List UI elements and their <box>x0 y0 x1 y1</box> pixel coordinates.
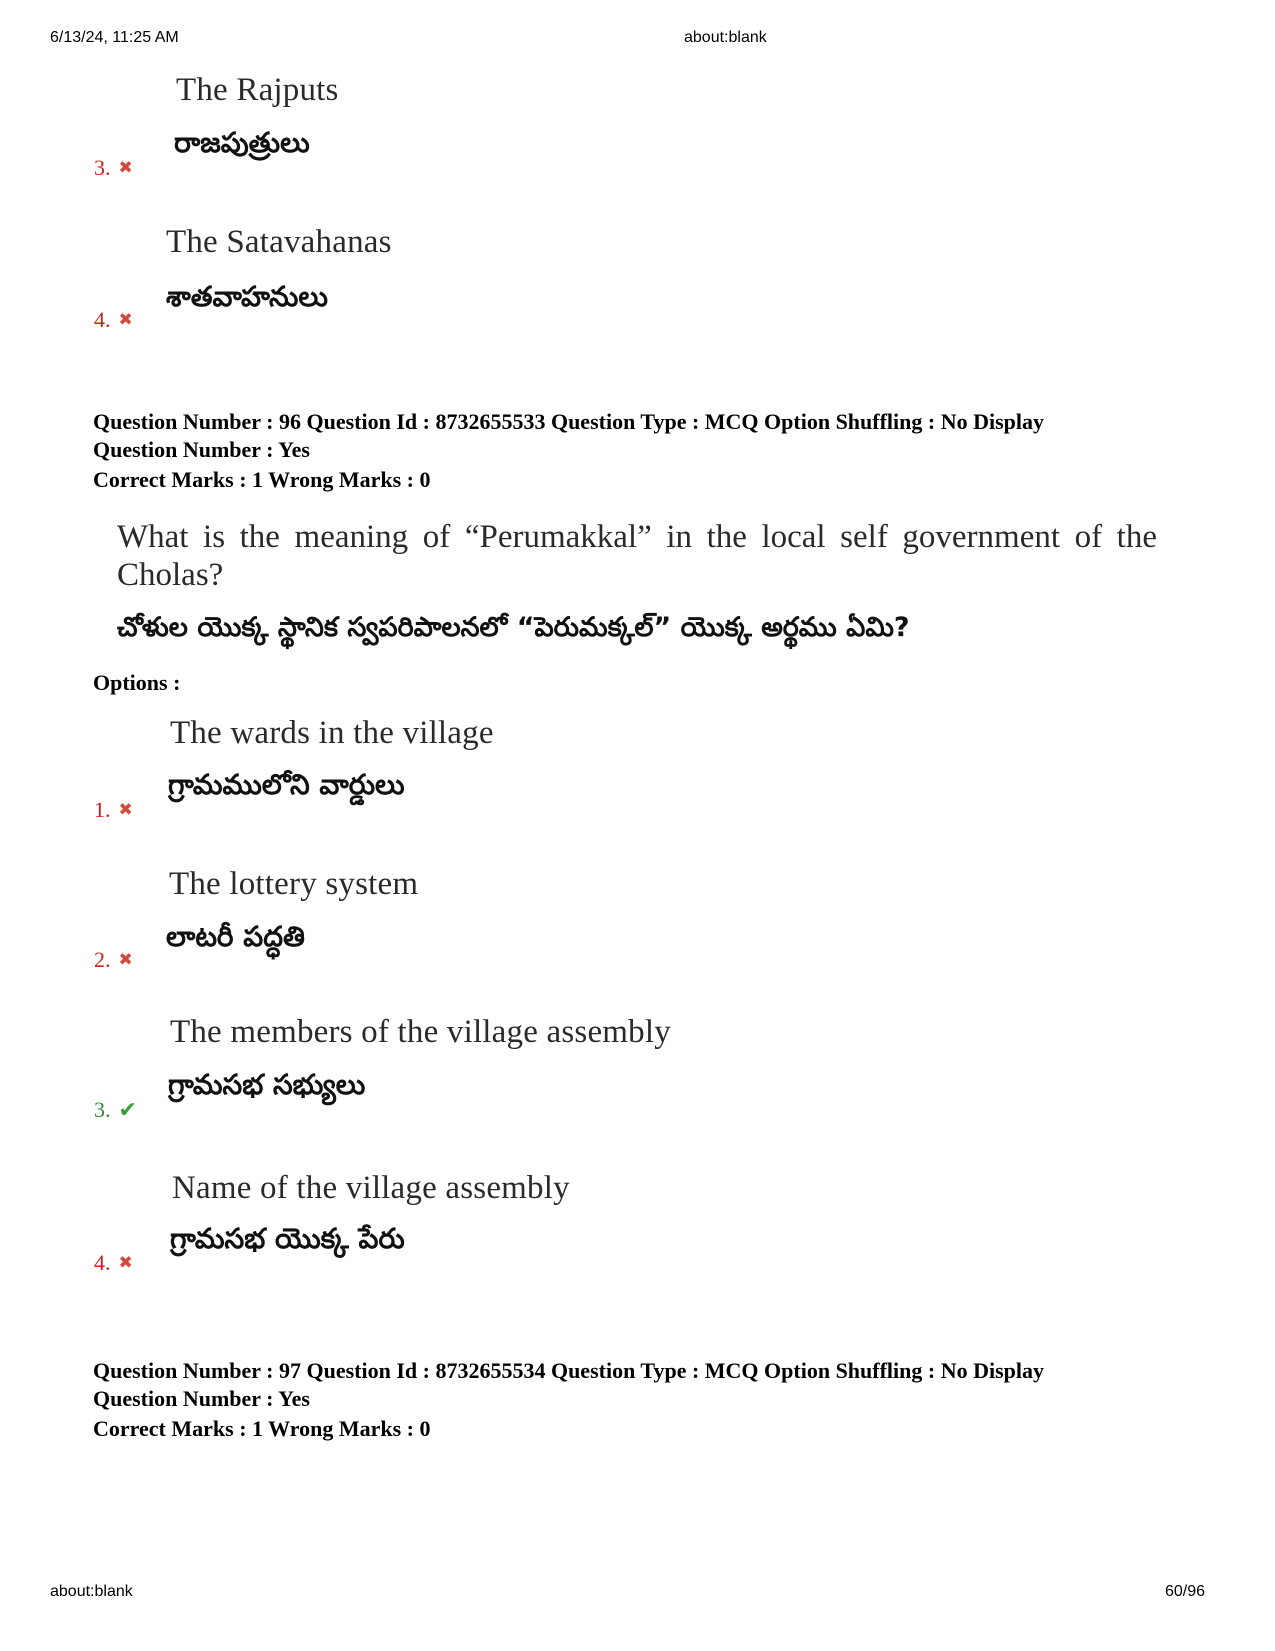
q96-option-2-english: The lottery system <box>169 866 419 902</box>
prev-option-4-number: 4. ✖ <box>94 307 133 332</box>
q96-option-3-number: 3. ✔ <box>94 1097 137 1122</box>
q96-marks: Correct Marks : 1 Wrong Marks : 0 <box>93 467 431 492</box>
q97-meta-line1: Question Number : 97 Question Id : 8732655534 Question Type : MCQ Option Shuffling : No Display <box>93 1358 1045 1383</box>
prev-option-3-telugu: రాజపుత్రులు <box>174 126 310 159</box>
q96-option-1-number: 1. ✖ <box>94 797 133 822</box>
wrong-mark-icon: ✖ <box>118 310 133 329</box>
q96-option-2-telugu: లాటరీ పద్ధతి <box>166 920 305 953</box>
q96-meta-line2: Question Number : Yes <box>93 437 310 462</box>
q96-meta-line1: Question Number : 96 Question Id : 8732655533 Question Type : MCQ Option Shuffling : No Display <box>93 409 1045 434</box>
wrong-mark-icon: ✖ <box>118 950 133 969</box>
q96-option-1-telugu: గ్రామములోని వార్డులు <box>168 768 405 801</box>
q96-option-4-telugu: గ్రామసభ యొక్క పేరు <box>170 1222 405 1255</box>
print-url: about:blank <box>684 29 767 46</box>
q96-option-1-english: The wards in the village <box>170 715 494 751</box>
print-datetime: 6/13/24, 11:25 AM <box>50 29 179 46</box>
prev-option-4-telugu: శాతవాహనులు <box>166 280 328 313</box>
prev-option-4-english: The Satavahanas <box>166 224 392 260</box>
q96-option-4-number: 4. ✖ <box>94 1250 133 1275</box>
footer-page-number: 60/96 <box>1165 1583 1206 1600</box>
footer-url: about:blank <box>50 1583 133 1600</box>
wrong-mark-icon: ✖ <box>118 800 133 819</box>
q97-marks: Correct Marks : 1 Wrong Marks : 0 <box>93 1416 431 1441</box>
q96-option-2-number: 2. ✖ <box>94 947 133 972</box>
q96-options-label: Options : <box>93 670 181 695</box>
q96-question-telugu: చోళుల యొక్క స్థానిక స్వపరిపాలనలో “పెరుమక్కల్” యొక్క అర్థము ఏమి? <box>117 612 910 643</box>
q96-option-3-english: The members of the village assembly <box>170 1014 671 1050</box>
wrong-mark-icon: ✖ <box>118 1253 133 1272</box>
prev-option-3-english: The Rajputs <box>176 72 339 108</box>
q96-option-4-english: Name of the village assembly <box>172 1170 570 1206</box>
q96-question-english: What is the meaning of “Perumakkal” in the local self government of the Cholas? <box>117 519 1157 593</box>
correct-check-icon: ✔ <box>118 1097 137 1122</box>
q96-option-3-telugu: గ్రామసభ సభ్యులు <box>168 1068 366 1101</box>
q97-meta-line2: Question Number : Yes <box>93 1386 310 1411</box>
wrong-mark-icon: ✖ <box>118 158 133 177</box>
prev-option-3-number: 3. ✖ <box>94 155 133 180</box>
